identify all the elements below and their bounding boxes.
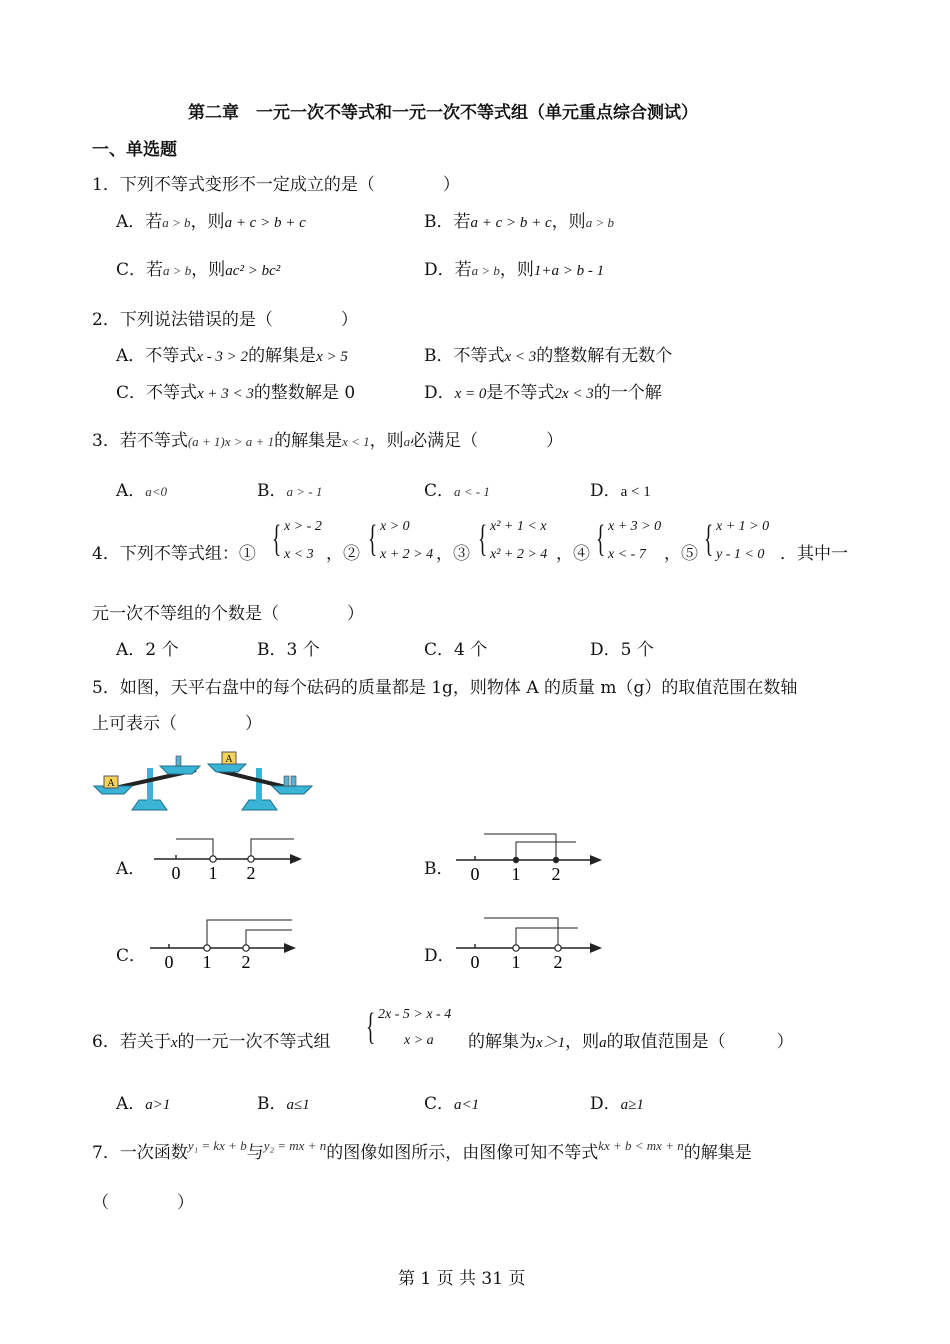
system-row: x + 1 > 0 (716, 519, 770, 534)
option-text: 的一个解 (593, 383, 662, 403)
q5-stem-line2: 上可表示（ ） (92, 714, 262, 734)
page-footer: 第 1 页 共 31 页 (398, 1269, 526, 1289)
q5-option-d-label[interactable]: D． (424, 946, 455, 966)
math-expr: a≤1 (286, 1097, 310, 1113)
math-expr: kx + b < mx + n (598, 1138, 684, 1153)
q4-sep: ，② (326, 544, 360, 564)
stem-text: 的一元一次不等式组 (177, 1032, 331, 1052)
math-expr: a≥1 (620, 1097, 644, 1113)
option-label: C． (424, 1094, 455, 1114)
system-row: x < 3 (284, 547, 314, 562)
tick-label: 0 (171, 863, 181, 883)
math-expr: a<0 (145, 484, 168, 499)
stem-text: 3．若不等式 (92, 431, 188, 451)
tick-label: 2 (553, 952, 563, 972)
q1-option-c[interactable] (116, 259, 280, 282)
system-row: x > 0 (380, 519, 410, 534)
tick-label: 1 (511, 864, 521, 884)
q5-option-a-numberline (150, 835, 310, 887)
tick-label: 2 (246, 863, 256, 883)
tick-label: 1 (511, 952, 521, 972)
q4-sep: ，⑤ (664, 544, 698, 564)
math-expr: a > - 1 (286, 484, 323, 499)
option-label: A． (116, 481, 146, 501)
stem-text: 的图像如图所示，由图像可知不等式 (326, 1143, 599, 1163)
math-expr: a > b (471, 263, 500, 278)
stem-text: ，则 (369, 431, 404, 451)
inequality-system-5: { x + 1 > 0 y - 1 < 0 (704, 518, 770, 562)
math-expr: a (403, 434, 411, 449)
option-text: 的解集是 (248, 346, 317, 366)
stem-text: 的解集是 (683, 1143, 752, 1163)
q6-option-b[interactable] (257, 1093, 310, 1116)
stem-text: ，则 (565, 1032, 600, 1052)
q5-option-c-numberline (146, 914, 306, 974)
math-expr: a > b (585, 215, 614, 230)
option-label: A． (116, 1094, 146, 1114)
stem-text: 6．若关于 (92, 1032, 171, 1052)
tick-label: 1 (202, 952, 212, 972)
q2-option-a[interactable] (116, 345, 348, 368)
math-expr: x＞1 (536, 1035, 566, 1051)
balance-scale-right (208, 752, 312, 810)
math-expr: 2x < 3 (554, 386, 594, 402)
object-a-label: A (225, 754, 233, 765)
system-row: x > - 2 (284, 519, 322, 534)
math-expr: x > 5 (316, 349, 348, 365)
inequality-system-4: { x + 3 > 0 x < - 7 (596, 518, 662, 562)
q4-stem-line2: 元一次不等组的个数是（ ） (92, 604, 364, 624)
q2-option-c[interactable] (116, 382, 355, 405)
option-label: A．若 (116, 212, 163, 232)
math-expr: a + c > b + c (224, 215, 306, 231)
system-row: x + 3 > 0 (608, 519, 662, 534)
option-label: C． (424, 481, 455, 501)
q4-option-d[interactable]: D．5 个 (590, 640, 654, 660)
inequality-system-2: { x > 0 x + 2 > 4 (368, 518, 434, 562)
math-expr: a < - 1 (454, 484, 490, 499)
q5-option-d-numberline (452, 912, 612, 974)
q2-option-b[interactable] (424, 345, 672, 368)
stem-text: 的解集是 (274, 431, 343, 451)
q4-option-a[interactable]: A．2 个 (116, 640, 179, 660)
option-label: B． (257, 1094, 287, 1114)
q5-option-b-label[interactable]: B． (424, 859, 454, 879)
math-expr: x < 3 (504, 349, 537, 365)
q4-stem-start: 4．下列不等式组：① (92, 544, 256, 564)
q2-stem: 2．下列说法错误的是（ ） (92, 310, 358, 330)
option-text: ，则 (499, 260, 534, 280)
option-text: A．不等式 (116, 346, 197, 366)
math-expr: a<1 (454, 1097, 480, 1113)
q6-option-d[interactable] (590, 1093, 644, 1116)
object-a-label: A (107, 778, 115, 789)
system-row: y - 1 < 0 (716, 547, 765, 562)
system-row: x > a (404, 1033, 434, 1048)
math-expr: y₂ = mx + n (263, 1138, 327, 1153)
tick-label: 0 (470, 952, 480, 972)
option-text: ，则 (191, 260, 226, 280)
system-row: x < - 7 (608, 547, 646, 562)
stem-text: 的取值范围是（ ） (606, 1032, 794, 1052)
math-expr: ac² > bc² (225, 263, 281, 279)
q6-stem-end (468, 1031, 794, 1054)
q2-option-d[interactable] (424, 382, 662, 405)
math-expr: a (599, 1035, 607, 1051)
q1-option-d[interactable] (424, 259, 604, 282)
q4-option-c[interactable]: C．4 个 (424, 640, 488, 660)
system-row: x² + 1 < x (490, 519, 547, 534)
math-expr: a>1 (145, 1097, 171, 1113)
q4-option-b[interactable]: B．3 个 (257, 640, 320, 660)
option-text: 的整数解有无数个 (536, 346, 673, 366)
math-expr: x + 3 < 3 (197, 386, 254, 402)
q6-inequality-system: { 2x - 5 > x - 4 x > a (366, 1006, 452, 1048)
math-expr: x (170, 1035, 178, 1051)
q4-sep: ，③ (436, 544, 470, 564)
stem-text: 7．一次函数 (92, 1143, 188, 1163)
tick-label: 2 (241, 952, 251, 972)
q4-stem-end: ．其中一 (780, 544, 848, 564)
math-expr: x = 0 (454, 386, 487, 402)
balance-scale-left (94, 756, 200, 810)
tick-label: 2 (551, 864, 561, 884)
tick-label: 1 (208, 863, 218, 883)
q1-option-a[interactable] (116, 211, 306, 234)
tick-label: 0 (164, 952, 174, 972)
math-expr: a < 1 (620, 484, 651, 500)
math-expr: 1+a > b - 1 (533, 263, 605, 279)
q1-stem: 1．下列不等式变形不一定成立的是（ ） (92, 175, 460, 195)
option-text: B．不等式 (424, 346, 505, 366)
math-expr: y₁ = kx + b (187, 1138, 247, 1153)
option-label: C．若 (116, 260, 164, 280)
q7-stem-line2: （ ） (92, 1193, 194, 1213)
stem-text: 与 (246, 1143, 264, 1163)
q1-option-b[interactable] (424, 211, 614, 234)
option-text: ，则 (551, 212, 586, 232)
math-expr: a > b (162, 215, 191, 230)
inequality-system-1: { x > - 2 x < 3 (272, 518, 322, 562)
q5-option-a-label[interactable]: A． (116, 859, 146, 879)
q7-stem (92, 1138, 752, 1165)
page-title: 第二章 一元一次不等式和一元一次不等式组（单元重点综合测试） (188, 103, 698, 123)
math-expr: a > b (163, 263, 192, 278)
option-label: D． (590, 1094, 621, 1114)
q5-option-c-label[interactable]: C． (116, 946, 147, 966)
option-label: B．若 (424, 212, 471, 232)
math-expr: x < 1 (342, 434, 370, 449)
q6-option-c[interactable] (424, 1093, 479, 1116)
system-row: x + 2 > 4 (380, 547, 434, 562)
option-text: D． (424, 383, 455, 403)
math-expr: (a + 1)x > a + 1 (187, 434, 275, 449)
q6-option-a[interactable] (116, 1093, 170, 1116)
stem-text: 必满足（ ） (410, 431, 564, 451)
q5-stem-line1: 5．如图，天平右盘中的每个砝码的质量都是 1g，则物体 A 的质量 m（g）的取值范围在数轴 (92, 678, 798, 698)
stem-text: 的解集为 (468, 1032, 536, 1052)
q3-option-a[interactable] (116, 480, 167, 503)
inequality-system-3: { x² + 1 < x x² + 2 > 4 (478, 518, 548, 562)
system-row: x² + 2 > 4 (490, 547, 548, 562)
option-text: 的整数解是 0 (253, 383, 356, 403)
balance-scales-figure (92, 748, 317, 820)
q3-stem (92, 430, 563, 453)
option-text: ，则 (190, 212, 225, 232)
option-text: C．不等式 (116, 383, 198, 403)
q3-option-d[interactable] (590, 480, 651, 503)
q3-option-c[interactable] (424, 480, 490, 503)
option-label: D．若 (424, 260, 472, 280)
system-row: 2x - 5 > x - 4 (378, 1007, 452, 1022)
q5-option-b-numberline (452, 828, 612, 888)
section-heading: 一、单选题 (92, 140, 177, 160)
option-label: B． (257, 481, 287, 501)
q6-stem (92, 1031, 331, 1054)
option-label: D． (590, 481, 621, 501)
option-text: 是不等式 (486, 383, 555, 403)
math-expr: x - 3 > 2 (196, 349, 249, 365)
tick-label: 0 (470, 864, 480, 884)
q3-option-b[interactable] (257, 480, 322, 503)
math-expr: a + c > b + c (470, 215, 552, 231)
q4-sep: ，④ (556, 544, 590, 564)
